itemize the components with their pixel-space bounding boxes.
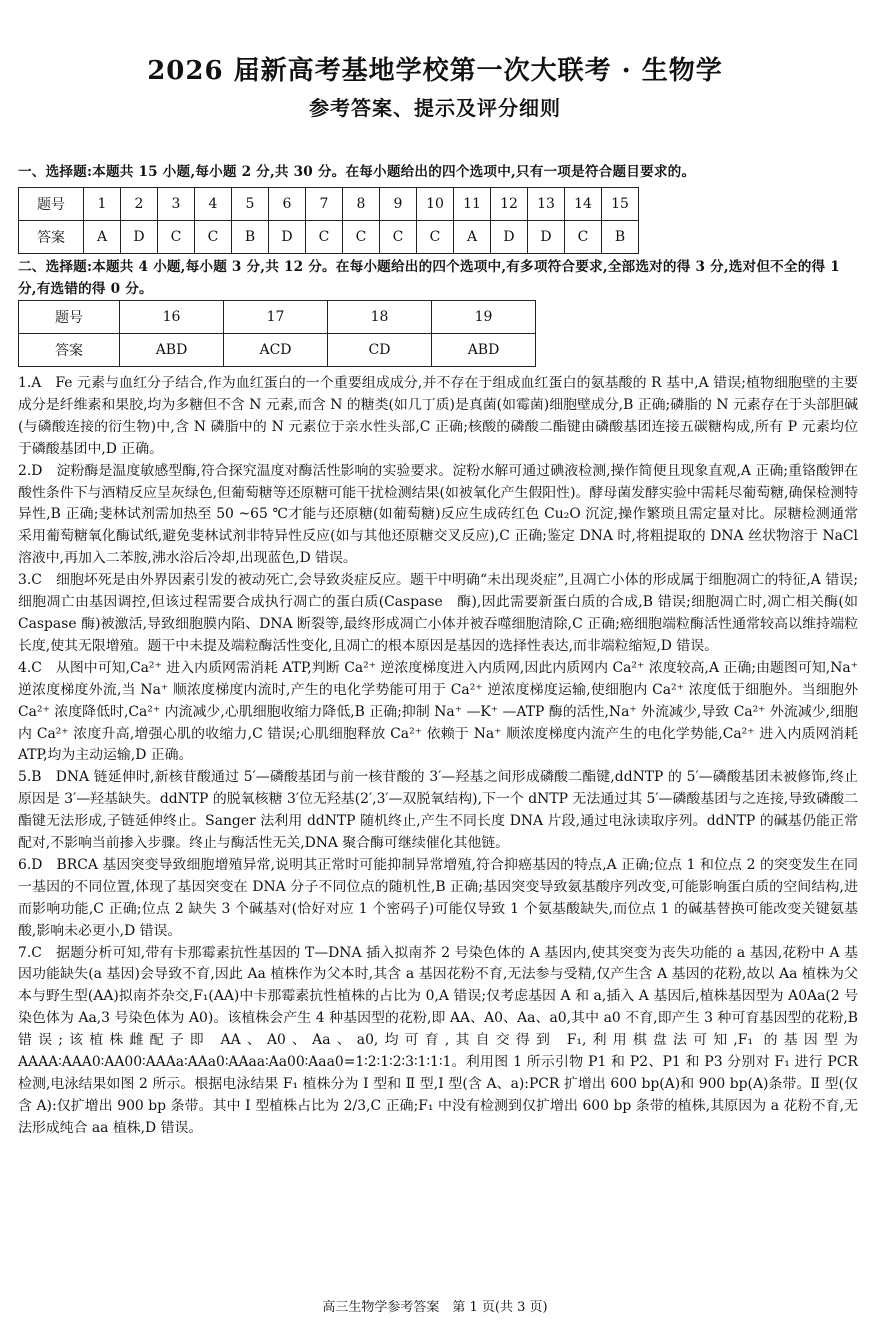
- table-row-answers: [19, 334, 536, 367]
- table-cell: D: [491, 221, 528, 254]
- table-cell: A: [84, 221, 121, 254]
- section2-heading: 二、选择题:本题共 4 小题,每小题 3 分,共 12 分。在每小题给出的四个选项中,有多项符合要求,全部选对的得 3 分,选对但不全的得 1 分,有选错的得 0 分。: [18, 259, 840, 297]
- page-title: 2026 届新高考基地学校第一次大联考 · 生物学: [147, 56, 723, 86]
- explanations: [18, 373, 858, 1140]
- explanation-item: 5.B DNA 链延伸时,新核苷酸通过 5′—磷酸基团与前一核苷酸的 3′—羟基之间形成磷酸二酯键,ddNTP 的 5′—磷酸基团未被修饰,终止原因是 3′—羟基缺失。ddNTP 的脱氧核糖 3′位无羟基(2′,3′—双脱氧结构),下一个 dNTP 无法通过其 5′—磷酸基团与之连接,导致磷酸二酯键无法形成,子链延伸终止。Sanger 法利用 ddNTP 随机终止,产生不同长度 DNA 片段,通过电泳读取序列。ddNTP 的碱基仍能正常配对,不影响当前掺入步骤。终止与酶活性无关,DNA 聚合酶可继续催化其他链。: [18, 769, 858, 852]
- table-cell: 6: [269, 188, 306, 221]
- table-cell: ABD: [120, 334, 224, 367]
- table-cell: D: [121, 221, 158, 254]
- section1-heading: 一、选择题:本题共 15 小题,每小题 2 分,共 30 分。在每小题给出的四个选项中,只有一项是符合题目要求的。: [18, 164, 696, 180]
- table-cell: C: [380, 221, 417, 254]
- table-cell: 12: [491, 188, 528, 221]
- table-cell: 1: [84, 188, 121, 221]
- table-cell: 18: [328, 301, 432, 334]
- table-cell: 2: [121, 188, 158, 221]
- explanation-item: 2.D 淀粉酶是温度敏感型酶,符合探究温度对酶活性影响的实验要求。淀粉水解可通过碘液检测,操作简便且现象直观,A 正确;重铬酸钾在酸性条件下与酒精反应呈灰绿色,但葡萄糖等还原糖可能干扰检测结果(如被氧化产生假阳性)。酵母菌发酵实验中需耗尽葡萄糖,确保检测特异性,B 正确;斐林试剂需加热至 50 ~65 ℃才能与还原糖(如葡萄糖)反应生成砖红色 Cu₂O 沉淀,操作繁琐且需定量对比。尿糖检测通常采用葡萄糖氧化酶试纸,避免斐林试剂非特异性反应(如与其他还原糖交叉反应),C 正确;鉴定 DNA 时,将粗提取的 DNA 丝状物溶于 NaCl 溶液中,再加入二苯胺,沸水浴后冷却,出现蓝色,D 错误。: [18, 462, 858, 567]
- explanation-item: 6.D BRCA 基因突变导致细胞增殖异常,说明其正常时可能抑制异常增殖,符合抑癌基因的特点,A 正确;位点 1 和位点 2 的突变发生在同一基因的不同位置,体现了基因突变在 DNA 分子不同位点的随机性,B 正确;基因突变导致氨基酸序列改变,可能影响蛋白质的空间结构,进而影响功能,C 正确;位点 2 缺失 3 个碱基对(恰好对应 1 个密码子)可能仅导致 1 个氨基酸缺失,而位点 1 的碱基替换可能改变关键氨基酸,影响未必更小,D 错误。: [18, 856, 858, 939]
- table-cell: C: [417, 221, 454, 254]
- table-cell: 14: [565, 188, 602, 221]
- table-cell: CD: [328, 334, 432, 367]
- table-row-numbers: [19, 188, 639, 221]
- table-cell: 8: [343, 188, 380, 221]
- table-row-answers: [19, 221, 639, 254]
- page-footer: 高三生物学参考答案 第 1 页(共 3 页): [322, 1300, 548, 1315]
- row-label-number: 题号: [19, 188, 84, 221]
- table-cell: 10: [417, 188, 454, 221]
- table-cell: 17: [224, 301, 328, 334]
- table-cell: 11: [454, 188, 491, 221]
- table-cell: 3: [158, 188, 195, 221]
- table-cell: C: [306, 221, 343, 254]
- section2-answer-table: [18, 300, 536, 367]
- table-cell: 16: [120, 301, 224, 334]
- table-cell: 9: [380, 188, 417, 221]
- row-label-answer: 答案: [19, 334, 120, 367]
- table-cell: A: [454, 221, 491, 254]
- table-cell: D: [269, 221, 306, 254]
- row-label-number: 题号: [19, 301, 120, 334]
- section1-answer-table: [18, 187, 639, 254]
- table-cell: ABD: [432, 334, 536, 367]
- table-cell: C: [195, 221, 232, 254]
- table-cell: 5: [232, 188, 269, 221]
- table-cell: C: [158, 221, 195, 254]
- explanation-item: 3.C 细胞坏死是由外界因素引发的被动死亡,会导致炎症反应。题干中明确“未出现炎症”,且凋亡小体的形成属于细胞凋亡的特征,A 错误;细胞凋亡由基因调控,但该过程需要合成执行凋亡的蛋白质(Caspase 酶),因此需要新蛋白质的合成,B 错误;细胞凋亡时,凋亡相关酶(如 Caspase 酶)被激活,导致细胞膜内陷、DNA 断裂等,最终形成凋亡小体并被吞噬细胞清除,C 正确;癌细胞端粒酶活性通常较高以维持端粒长度,使其无限增殖。题干中未提及端粒酶活性变化,且凋亡的根本原因是基因的选择性表达,而非端粒缩短,D 错误。: [18, 572, 858, 654]
- table-cell: 4: [195, 188, 232, 221]
- table-row-numbers: [19, 301, 536, 334]
- table-cell: D: [528, 221, 565, 254]
- explanation-item: 4.C 从图中可知,Ca²⁺ 进入内质网需消耗 ATP,判断 Ca²⁺ 逆浓度梯度进入内质网,因此内质网内 Ca²⁺ 浓度较高,A 正确;由题图可知,Na⁺ 逆浓度梯度外流,当 Na⁺ 顺浓度梯度内流时,产生的电化学势能可用于 Ca²⁺ 逆浓度梯度运输,使细胞内 Ca²⁺ 浓度低于细胞外。当细胞外 Ca²⁺ 浓度降低时,Ca²⁺ 内流减少,心肌细胞收缩力降低,B 正确;抑制 Na⁺ —K⁺ —ATP 酶的活性,Na⁺ 外流减少,导致 Ca²⁺ 外流减少,细胞内 Ca²⁺ 浓度升高,增强心肌的收缩力,C 错误;心肌细胞释放 Ca²⁺ 依赖于 Na⁺ 顺浓度梯度内流产生的电化学势能,Ca²⁺ 进入内质网消耗 ATP,均为主动运输,D 正确。: [18, 659, 858, 764]
- page-subtitle: 参考答案、提示及评分细则: [309, 96, 561, 120]
- row-label-answer: 答案: [19, 221, 84, 254]
- table-cell: C: [343, 221, 380, 254]
- table-cell: 19: [432, 301, 536, 334]
- table-cell: 7: [306, 188, 343, 221]
- table-cell: ACD: [224, 334, 328, 367]
- explanation-item: 1.A Fe 元素与血红分子结合,作为血红蛋白的一个重要组成成分,并不存在于组成血红蛋白的氨基酸的 R 基中,A 错误;植物细胞壁的主要成分是纤维素和果胶,均为多糖但不含 N 元素,而含 N 的糖类(如几丁质)是真菌(如霉菌)细胞壁成分,B 正确;磷脂的 N 元素存在于头部胆碱(与磷酸连接的衍生物)中,含 N 磷脂中的 N 元素位于亲水性头部,C 正确;核酸的磷酸二酯键由磷酸基团连接五碳糖构成,所有 P 元素均位于磷酸基团中,D 正确。: [18, 375, 858, 457]
- explanation-item: 7.C 据题分析可知,带有卡那霉素抗性基因的 T—DNA 插入拟南芥 2 号染色体的 A 基因内,使其突变为丧失功能的 a 基因,花粉中 A 基因功能缺失(a 基因)会导致不育,因此 Aa 植株作为父本时,其含 a 基因花粉不育,无法参与受精,仅产生含 A 基因的花粉,故以 Aa 植株为父本与野生型(AA)拟南芥杂交,F₁(AA)中卡那霉素抗性植株的占比为 0,A 错误;仅考虑基因 A 和 a,插入 A 基因后,植株基因型为 A0Aa(2 号染色体为 Aa,3 号染色体为 A0)。该植株会产生 4 种基因型的花粉,即 AA、A0、Aa、a0,其中 a0 不育,即产生 3 种可育基因型的花粉,B 错误;该植株雌配子即 AA、A0、Aa、a0,均可育,其自交得到 F₁,利用棋盘法可知,F₁ 的基因型为 AAAA∶AAA0∶AA00∶AAAa∶AAa0∶AAaa∶Aa00∶Aaa0=1∶2∶1∶2∶3∶1∶1∶1。利用图 1 所示引物 P1 和 P2、P1 和 P3 分别对 F₁ 进行 PCR 检测,电泳结果如图 2 所示。根据电泳结果 F₁ 植株分为 Ⅰ 型和 Ⅱ 型,Ⅰ 型(含 A、a):PCR 扩增出 600 bp(A)和 900 bp(A)条带。Ⅱ 型(仅含 A):仅扩增出 900 bp 条带。其中 Ⅰ 型植株占比为 2/3,C 正确;F₁ 中没有检测到仅扩增出 600 bp 条带的植株,其原因为 a 花粉不育,无法形成纯合 aa 植株,D 错误。: [18, 944, 858, 1136]
- table-cell: B: [602, 221, 639, 254]
- table-cell: 15: [602, 188, 639, 221]
- table-cell: B: [232, 221, 269, 254]
- table-cell: C: [565, 221, 602, 254]
- table-cell: 13: [528, 188, 565, 221]
